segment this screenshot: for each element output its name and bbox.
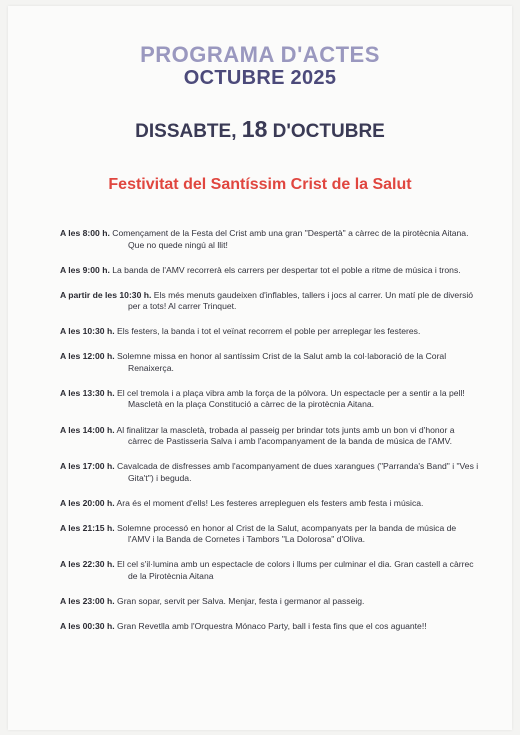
event-description: Els festers, la banda i tot el veïnat recorrem el poble per arreplegar les festeres. (117, 326, 421, 337)
program-page (8, 6, 512, 730)
day-heading (8, 116, 512, 143)
event-time: A les 22:30 h. (60, 559, 115, 570)
event-item (60, 621, 480, 633)
event-item (60, 559, 480, 582)
event-description: Solemne missa en honor al santíssim Crist de la Salut amb la col·laboració de la Coral Renaixerça. (117, 351, 447, 373)
event-item (60, 596, 480, 608)
event-description: Cavalcada de disfresses amb l'acompanyament de dues xarangues ("Parranda's Band" i "Ves i Gita't") i beguda. (117, 461, 479, 483)
program-title: PROGRAMA D'ACTES (140, 42, 380, 67)
event-item (60, 265, 480, 277)
event-item (60, 498, 480, 510)
event-item (60, 425, 480, 448)
event-time: A les 14:00 h. (60, 424, 115, 435)
event-description: Solemne processó en honor al Crist de la Salut, acompanyats per la banda de música de l'AMV i la Banda de Cornetes i Tambors "La Dolorosa" d'Oliva. (117, 522, 457, 545)
event-description: La banda de l'AMV recorrerà els carrers per despertar tot el poble a ritme de música i trons. (112, 264, 461, 275)
event-time: A les 13:30 h. (60, 387, 115, 398)
event-time: A les 12:00 h. (60, 351, 115, 362)
event-item (60, 326, 480, 338)
event-item (60, 351, 480, 374)
event-time: A les 00:30 h. (60, 621, 115, 632)
program-month: OCTUBRE 2025 (183, 67, 337, 89)
festival-title: Festivitat del Santíssim Crist de la Salut (108, 176, 412, 193)
event-description: Al finalitzar la mascletà, trobada al passeig per brindar tots junts amb un bon vi d'honor a càrrec de Pastisseria Salva i amb l'acompanyament de la banda de música de l'AMV. (116, 424, 455, 447)
event-description: El cel tremola i a plaça vibra amb la força de la pólvora. Un espectacle per a sentir a la pell! Mascletà en la plaça Constitució a càrrec de la pirotècnia Aitana. (117, 387, 465, 410)
day-number: 18 (241, 116, 268, 142)
event-time: A les 21:15 h. (60, 522, 115, 533)
event-description: Gran Revetlla amb l'Orquestra Mónaco Party, ball i festa fins que el cos aguante!! (117, 621, 427, 632)
events-list (60, 228, 480, 646)
event-description: Ara és el moment d'ells! Les festeres arrepleguen els festers amb festa i música. (116, 497, 424, 508)
event-item (60, 523, 480, 546)
event-time: A partir de les 10:30 h. (60, 289, 152, 300)
event-time: A les 10:30 h. (60, 326, 115, 337)
event-time: A les 8:00 h. (60, 228, 110, 238)
event-item (60, 290, 480, 313)
event-description: Gran sopar, servit per Salva. Menjar, festa i germanor al passeig. (117, 596, 365, 607)
event-time: A les 23:00 h. (60, 596, 115, 607)
day-prefix: DISSABTE, (135, 121, 237, 142)
event-description: Els més menuts gaudeixen d'inflables, tallers i jocs al carrer. Un matí ple de diversió per a tots! Al carrer Trinquet. (128, 289, 474, 312)
event-item (60, 388, 480, 411)
event-description: El cel s'il·lumina amb un espectacle de colors i llums per culminar el dia. Gran castell a càrrec de la Pirotècnia Aitana (117, 559, 474, 581)
day-suffix: D'OCTUBRE (272, 121, 385, 142)
event-time: A les 20:00 h. (60, 497, 115, 508)
event-time: A les 17:00 h. (60, 461, 115, 472)
event-description: Començament de la Festa del Crist amb una gran "Despertà" a càrrec de la pirotècnia Aitana. Que no quede ningú al llit! (112, 228, 469, 250)
event-time: A les 9:00 h. (60, 264, 110, 275)
event-item (60, 228, 480, 251)
event-item (60, 461, 480, 484)
